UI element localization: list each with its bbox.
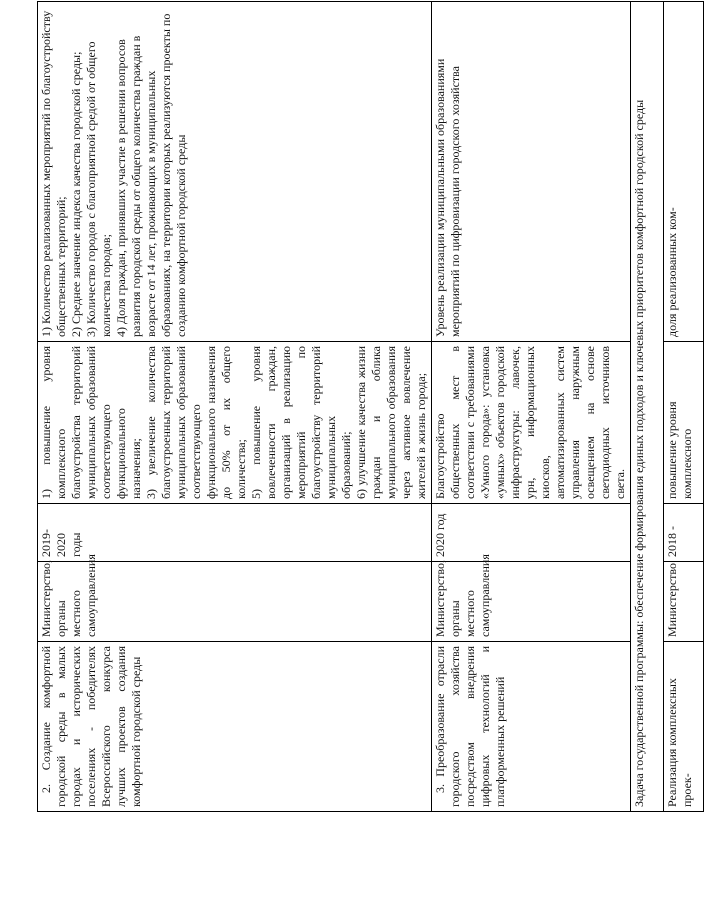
period-cell: [38, 504, 432, 562]
executor-cell: [38, 554, 432, 642]
result-item: 1) повышение уровня комплексного благоустройства территорий муниципальных образований соответствующего функционального назначения;: [39, 346, 143, 499]
table-row: [38, 2, 432, 812]
period: 2020 год: [433, 513, 447, 557]
result-item: 6) улучшение качества жизни граждан и облика муниципального образования через активное вовлечение жителей в жизнь города;: [354, 346, 428, 499]
period: 2018 -: [665, 526, 679, 557]
measure-name: Реализация комплексных проек-: [665, 678, 694, 807]
result-cell: [432, 342, 631, 504]
indicator-item: доля реализованных ком-: [665, 207, 679, 337]
indicator-item: 1) Количество реализованных мероприятий по благоустройству общественных территорий;: [39, 10, 68, 337]
task-cell: [631, 2, 664, 812]
result-item: 3) увеличение количества благоустроенных территорий муниципальных образований соответствующего функционального назначения до 50% от их общего количества;: [144, 346, 248, 499]
indicators-cell: [664, 2, 704, 342]
indicators-cell: [432, 2, 631, 342]
measure-name: 3. Преобразование отрасли городского хозяйства посредством внедрения цифровых технологий и платформенных решений: [433, 646, 507, 807]
period-cell: [432, 504, 631, 562]
indicator-item: 3) Количество городов с благоприятной средой от общего количества городов;: [84, 41, 113, 337]
executor: Министерство, органы местного самоуправления: [433, 554, 492, 637]
result-item: повышение уровня комплексного: [665, 401, 694, 499]
indicator-item: 4) Доля граждан, принявших участие в решении вопросов развития городской среды от общего количества граждан в возрасте от 14 лет, проживающих в муниципальных образованиях, на территории которых реализуются проекты по созданию комфортной городской среды: [114, 13, 188, 337]
measure-name-cell: [38, 642, 432, 812]
task-text: Задача государственной программы: обеспечение формирования единых подходов и ключевых приоритетов комфортной городской среды: [632, 99, 646, 807]
executor: Министерство: [665, 563, 679, 637]
indicator-item: 2) Среднее значение индекса качества городской среды;: [69, 51, 83, 337]
measure-name-cell: [664, 642, 704, 812]
table-row: [664, 2, 704, 812]
task-row: [631, 2, 664, 812]
executor-cell: [664, 562, 704, 642]
result-item: 5) повышение уровня вовлеченности граждан, организаций в реализацию мероприятий по благоустройству территорий муниципальных образований;: [249, 346, 353, 499]
result-item: Благоустройство общественных мест в соответствии с требованиями «Умного города»: установка «умных» объектов городской инфраструктуры: лавочек, урн, информационных киосков, автоматизированных систем управления наружным освещением на основе светодиодных источников света.: [433, 346, 627, 499]
measure-name-cell: [432, 642, 631, 812]
table-row: [432, 2, 631, 812]
executor-cell: [432, 554, 631, 642]
program-measures-table: [37, 1, 704, 812]
executor: Министерство, органы местного самоуправления: [39, 554, 98, 637]
period-cell: [664, 504, 704, 562]
result-cell: [38, 342, 432, 504]
period: 2019-2020 годы: [39, 529, 83, 557]
result-cell: [664, 342, 704, 504]
indicators-cell: [38, 2, 432, 342]
indicator-item: Уровень реализации муниципальными образованиями мероприятий по цифровизации городского хозяйства: [433, 58, 462, 337]
measure-name: 2. Создание комфортной городской среды в малых городах и исторических поселениях - победителях Всероссийского конкурса лучших проектов создания комфортной городской среды: [39, 646, 143, 807]
